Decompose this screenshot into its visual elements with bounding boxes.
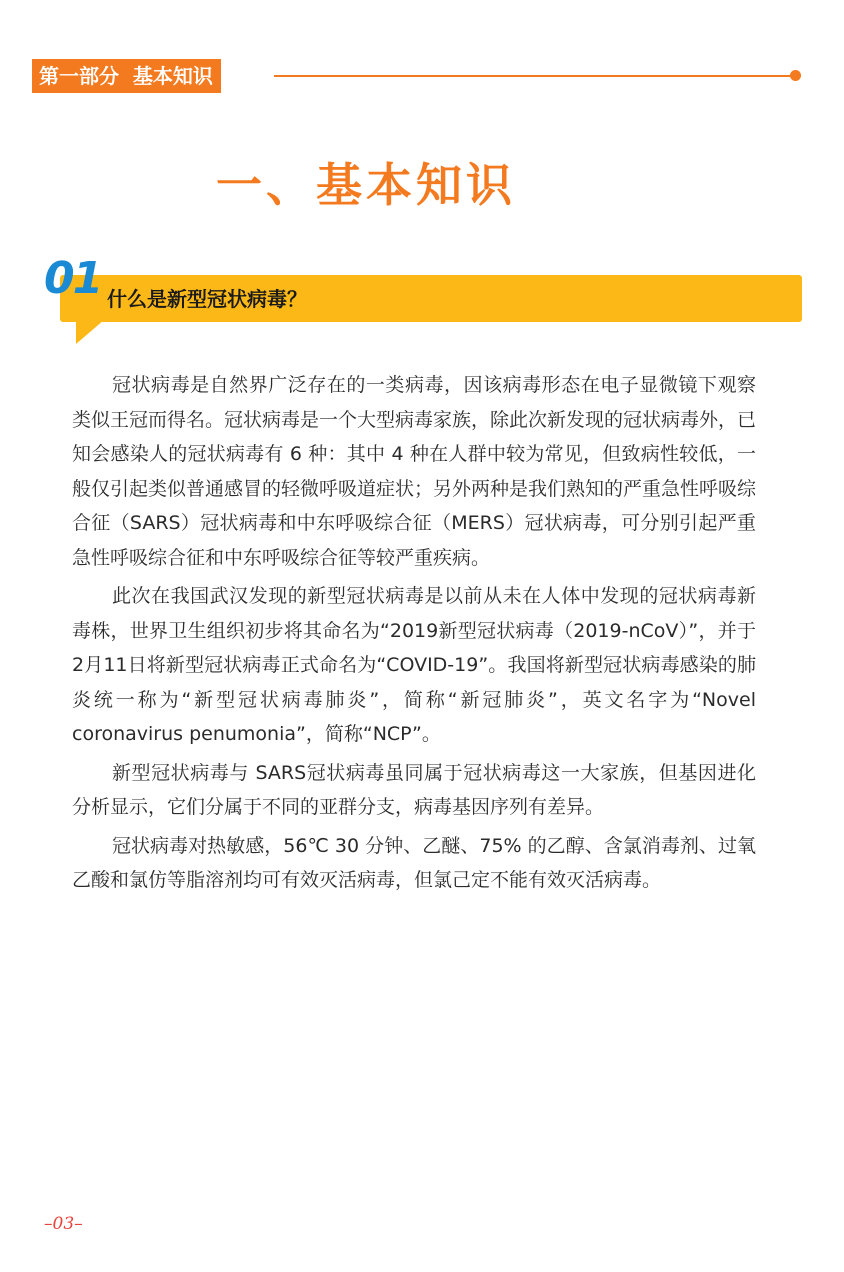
question-banner-tail <box>76 320 104 344</box>
paragraph: 此次在我国武汉发现的新型冠状病毒是以前从未在人体中发现的冠状病毒新毒株，世界卫生组织初步将其命名为“2019新型冠状病毒（2019-nCoV）”，并于2月11日将新型冠状病毒正式命名为“COVID-19”。我国将新型冠状病毒感染的肺炎统一称为“新型冠状病毒肺炎”，简称“新冠肺炎”，英文名字为“Novel coronavirus penumonia”，简称“NCP”。 <box>72 585 756 745</box>
paragraph: 冠状病毒对热敏感，56℃ 30 分钟、乙醚、75% 的乙醇、含氯消毒剂、过氧乙酸和氯仿等脂溶剂均可有效灭活病毒，但氯己定不能有效灭活病毒。 <box>72 834 756 891</box>
question-title: 什么是新型冠状病毒？ <box>107 287 307 311</box>
section-label: 第一部分 基本知识 <box>32 59 221 93</box>
body-text <box>72 368 756 902</box>
paragraph: 冠状病毒是自然界广泛存在的一类病毒，因该病毒形态在电子显微镜下观察类似王冠而得名。冠状病毒是一个大型病毒家族，除此次新发现的冠状病毒外，已知会感染人的冠状病毒有 6 种：其中 4 种在人群中较为常见，但致病性较低，一般仅引起类似普通感冒的轻微呼吸道症状；另外两种是我们熟知的严重急性呼吸综合征（SARS）冠状病毒和中东呼吸综合征（MERS）冠状病毒，可分别引起严重急性呼吸综合征和中东呼吸综合征等较严重疾病。 <box>72 374 757 569</box>
question-number: 01 <box>44 253 102 304</box>
page-number: –03– <box>44 1214 83 1234</box>
paragraph: 新型冠状病毒与 SARS冠状病毒虽同属于冠状病毒这一大家族，但基因进化分析显示，它们分属于不同的亚群分支，病毒基因序列有差异。 <box>72 761 756 818</box>
chapter-title: 一、基本知识 <box>216 158 516 212</box>
header-rule-dot <box>790 70 801 81</box>
header-rule <box>274 75 794 77</box>
